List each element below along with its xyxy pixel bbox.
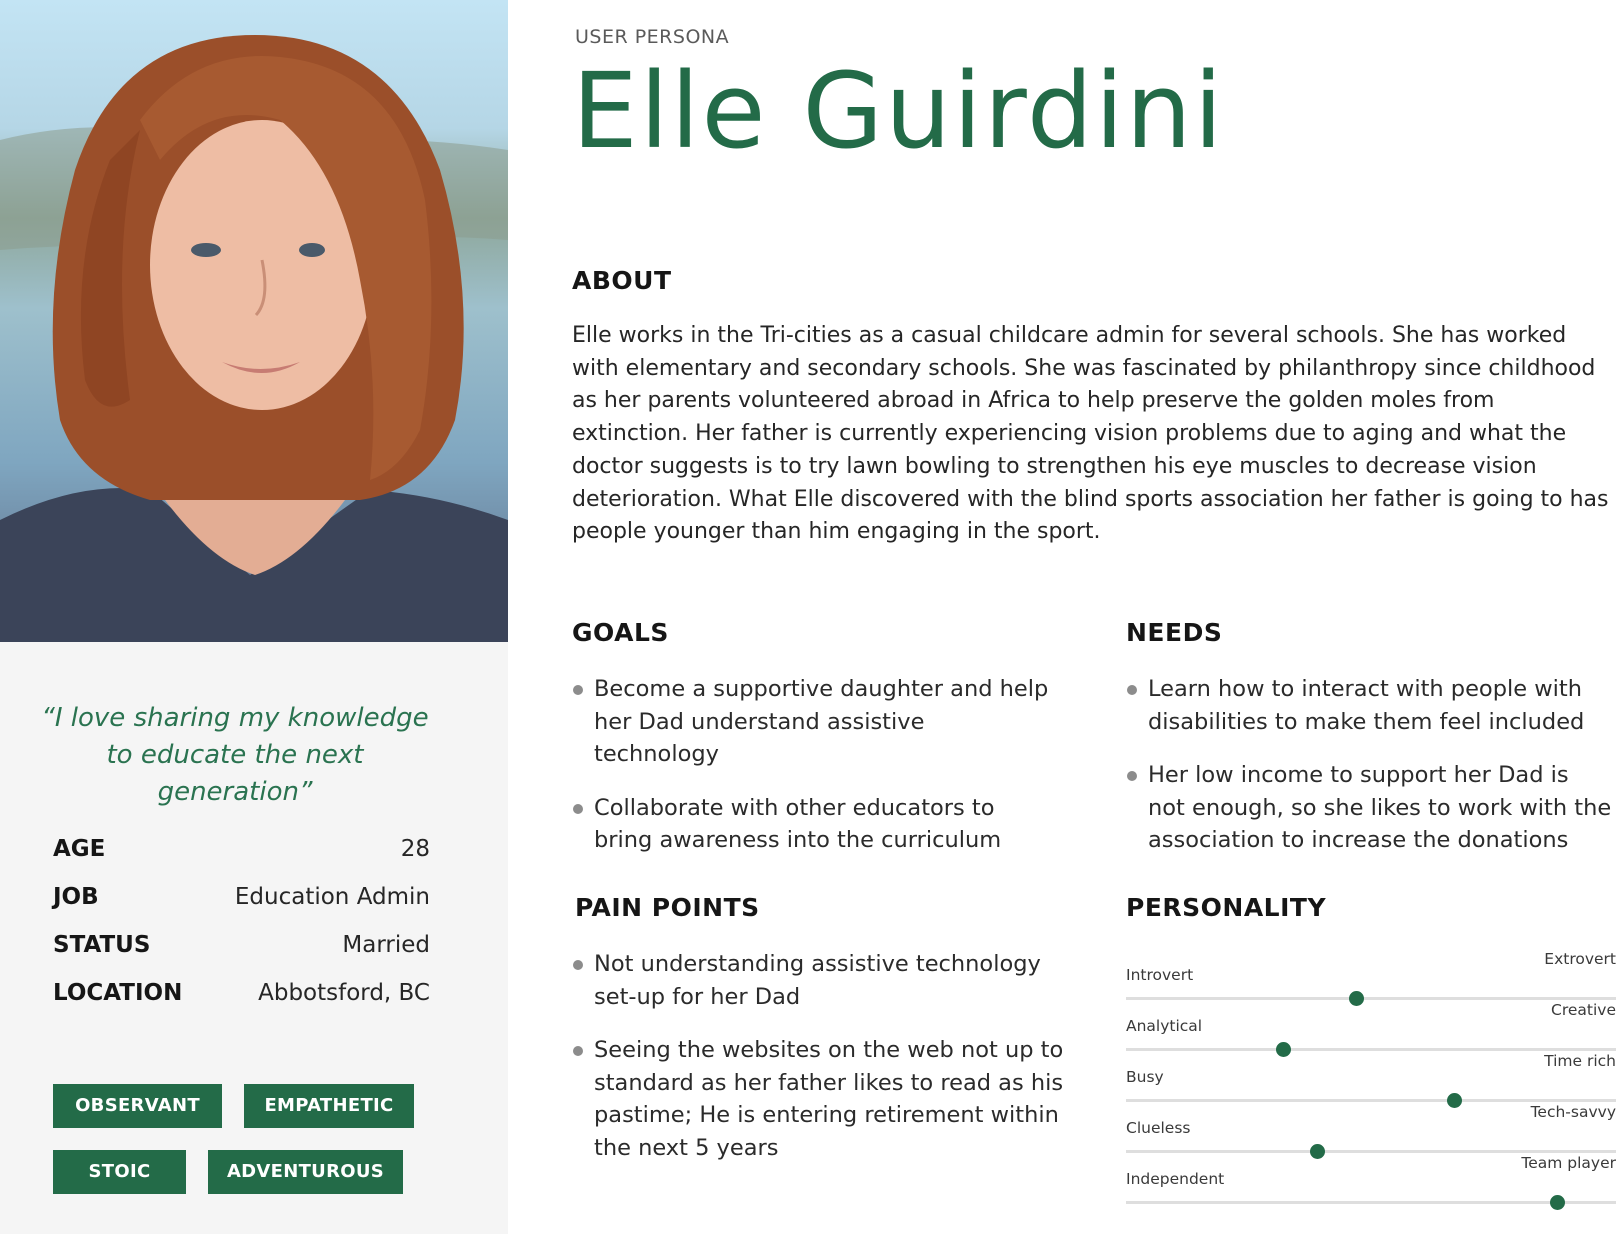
persona-name: Elle Guirdini — [572, 50, 1225, 172]
pain-points-heading: PAIN POINTS — [575, 893, 760, 922]
fact-job — [53, 884, 430, 932]
slider-right-label: Tech-savvy — [1530, 1103, 1616, 1121]
fact-value: Abbotsford, BC — [258, 980, 430, 1006]
goals-list — [572, 673, 1052, 878]
needs-list — [1126, 673, 1612, 878]
slider-knob — [1550, 1195, 1565, 1210]
slider-right-label: Creative — [1551, 1001, 1616, 1019]
persona-photo — [0, 0, 508, 642]
trait-badge-adventurous: ADVENTUROUS — [208, 1150, 403, 1194]
list-item — [572, 1034, 1072, 1164]
personality-slider — [1126, 1154, 1616, 1204]
trait-badge-stoic: STOIC — [53, 1150, 186, 1194]
personality-slider — [1126, 950, 1616, 1000]
bullet-icon — [573, 1046, 583, 1056]
pain-points-list — [572, 948, 1072, 1185]
slider-left-label: Independent — [1126, 1170, 1225, 1188]
bullet-icon — [573, 804, 583, 814]
list-item — [1126, 759, 1612, 857]
slider-left-label: Clueless — [1126, 1119, 1191, 1137]
fact-age — [53, 836, 430, 884]
portrait-illustration — [0, 0, 508, 642]
bullet-icon — [1127, 771, 1137, 781]
need-text: Her low income to support her Dad is not enough, so she likes to work with the association to increase the donations — [1148, 762, 1612, 853]
bullet-icon — [573, 960, 583, 970]
need-text: Learn how to interact with people with disabilities to make them feel included — [1148, 676, 1585, 735]
goals-heading: GOALS — [572, 618, 669, 647]
list-item — [572, 792, 1052, 857]
bullet-icon — [573, 685, 583, 695]
trait-badge-empathetic: EMPATHETIC — [244, 1084, 414, 1128]
list-item — [1126, 673, 1612, 738]
slider-left-label: Introvert — [1126, 966, 1194, 984]
fact-label: STATUS — [53, 932, 151, 958]
slider-track — [1126, 1048, 1616, 1051]
slider-right-label: Time rich — [1544, 1052, 1616, 1070]
pain-point-text: Seeing the websites on the web not up to standard as her father likes to read as his pastime; He is entering retirement within the next 5 years — [594, 1037, 1064, 1161]
slider-track — [1126, 997, 1616, 1000]
personality-slider — [1126, 1103, 1616, 1153]
slider-track — [1126, 1150, 1616, 1153]
pain-point-text: Not understanding assistive technology set-up for her Dad — [594, 951, 1041, 1010]
about-text: Elle works in the Tri-cities as a casual childcare admin for several schools. She has worked with elementary and secondary schools. She was fascinated by philanthropy since childhood as her parents volunteered abroad in Africa to help preserve the golden moles from extinction. Her father is currently experiencing vision problems due to aging and what the doctor suggests is to try lawn bowling to strengthen his eye muscles to decrease vision deterioration. What Elle discovered with the blind sports association her father is going to has people younger than him engaging in the sport. — [572, 323, 1609, 545]
persona-facts — [53, 836, 430, 1028]
trait-badge-observant: OBSERVANT — [53, 1084, 222, 1128]
slider-track — [1126, 1201, 1616, 1204]
slider-left-label: Busy — [1126, 1068, 1164, 1086]
persona-quote: “I love sharing my knowledge to educate the next generation” — [41, 703, 429, 807]
fact-location — [53, 980, 430, 1028]
fact-value: Married — [342, 932, 430, 958]
slider-left-label: Analytical — [1126, 1017, 1203, 1035]
personality-slider — [1126, 1001, 1616, 1051]
personality-slider — [1126, 1052, 1616, 1102]
goal-text: Collaborate with other educators to bring awareness into the curriculum — [594, 794, 1002, 853]
slider-right-label: Team player — [1521, 1154, 1616, 1172]
goal-text: Become a supportive daughter and help her Dad understand assistive technology — [594, 676, 1049, 767]
fact-label: AGE — [53, 836, 106, 862]
fact-label: LOCATION — [53, 980, 183, 1006]
list-item — [572, 673, 1052, 771]
list-item — [572, 948, 1072, 1013]
needs-heading: NEEDS — [1126, 618, 1223, 647]
personality-heading: PERSONALITY — [1126, 893, 1327, 922]
personality-sliders — [1126, 950, 1616, 1210]
page-eyebrow: USER PERSONA — [575, 26, 730, 48]
bullet-icon — [1127, 685, 1137, 695]
fact-value: Education Admin — [234, 884, 430, 910]
slider-track — [1126, 1099, 1616, 1102]
about-heading: ABOUT — [572, 266, 672, 295]
fact-value: 28 — [400, 836, 430, 862]
fact-status — [53, 932, 430, 980]
slider-right-label: Extrovert — [1544, 950, 1616, 968]
profile-panel — [0, 0, 508, 1234]
fact-label: JOB — [53, 884, 99, 910]
